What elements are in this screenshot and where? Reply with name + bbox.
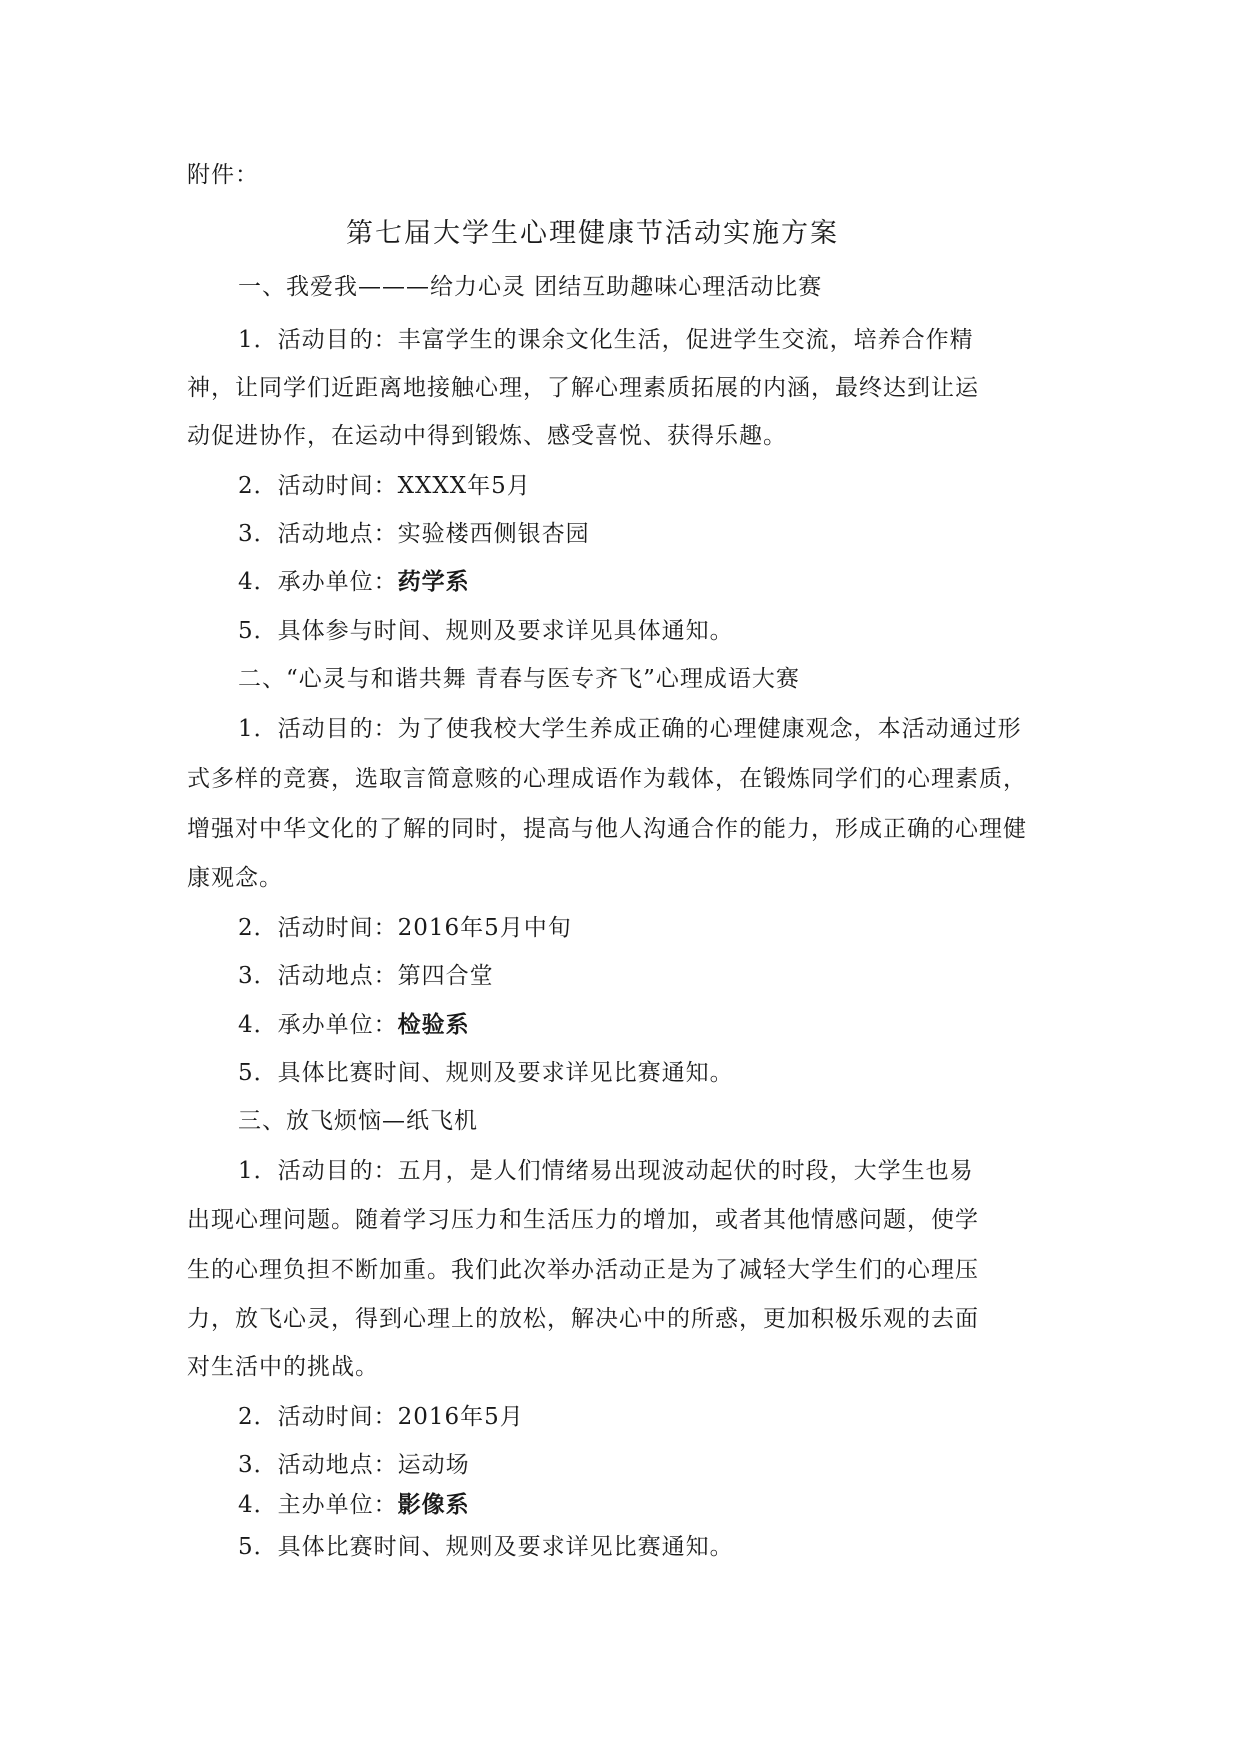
- organizer-label: 4．主办单位：: [238, 1492, 398, 1518]
- section-3-place: 3．活动地点：运动场: [238, 1452, 470, 1478]
- section-3-purpose-line: 力，放飞心灵，得到心理上的放松，解决心中的所惑，更加积极乐观的去面: [187, 1306, 979, 1332]
- section-1-place: 3．活动地点：实验楼西侧银杏园: [238, 521, 590, 547]
- organizer-name: 检验系: [397, 1011, 470, 1038]
- section-2-place: 3．活动地点：第四合堂: [238, 963, 494, 989]
- organizer-label: 4．承办单位：: [238, 569, 398, 595]
- section-3-heading: 三、放飞烦恼—纸飞机: [238, 1108, 478, 1134]
- section-2-purpose-line: 增强对中华文化的了解的同时，提高与他人沟通合作的能力，形成正确的心理健: [187, 816, 1027, 842]
- section-2-purpose-line: 康观念。: [187, 865, 283, 891]
- section-3-note: 5．具体比赛时间、规则及要求详见比赛通知。: [238, 1534, 734, 1560]
- organizer-name: 药学系: [397, 568, 470, 595]
- section-2-note: 5．具体比赛时间、规则及要求详见比赛通知。: [238, 1060, 734, 1086]
- section-1-purpose-line: 神，让同学们近距离地接触心理，了解心理素质拓展的内涵，最终达到让运: [187, 375, 979, 401]
- section-3-organizer: [238, 1490, 470, 1520]
- section-3-purpose-line: 生的心理负担不断加重。我们此次举办活动正是为了减轻大学生们的心理压: [187, 1257, 979, 1283]
- section-2-purpose-line: 式多样的竞赛，选取言简意赅的心理成语作为载体，在锻炼同学们的心理素质，: [187, 766, 1027, 792]
- section-1-purpose-line: 1．活动目的：丰富学生的课余文化生活，促进学生交流，培养合作精: [238, 327, 974, 353]
- section-3-purpose-line: 出现心理问题。随着学习压力和生活压力的增加，或者其他情感问题，使学: [187, 1207, 979, 1233]
- page-title: 第七届大学生心理健康节活动实施方案: [346, 218, 839, 249]
- attachment-label: 附件：: [187, 162, 259, 188]
- section-2-organizer: [238, 1010, 470, 1040]
- section-2-heading: 二、“心灵与和谐共舞 青春与医专齐飞”心理成语大赛: [238, 666, 800, 692]
- section-2-purpose-line: 1．活动目的：为了使我校大学生养成正确的心理健康观念，本活动通过形: [238, 716, 1022, 742]
- section-3-time: 2．活动时间：2016年5月: [238, 1404, 524, 1430]
- section-3-purpose-line: 对生活中的挑战。: [187, 1354, 379, 1380]
- section-2-time: 2．活动时间：2016年5月中旬: [238, 915, 572, 941]
- section-1-time: 2．活动时间：XXXX年5月: [238, 473, 531, 499]
- section-1-purpose-line: 动促进协作，在运动中得到锻炼、感受喜悦、获得乐趣。: [187, 423, 787, 449]
- organizer-name: 影像系: [397, 1491, 470, 1518]
- section-1-organizer: [238, 567, 470, 597]
- section-1-note: 5．具体参与时间、规则及要求详见具体通知。: [238, 618, 734, 644]
- section-3-purpose-line: 1．活动目的：五月，是人们情绪易出现波动起伏的时段，大学生也易: [238, 1158, 974, 1184]
- organizer-label: 4．承办单位：: [238, 1012, 398, 1038]
- section-1-heading: 一、我爱我———给力心灵 团结互助趣味心理活动比赛: [238, 274, 823, 300]
